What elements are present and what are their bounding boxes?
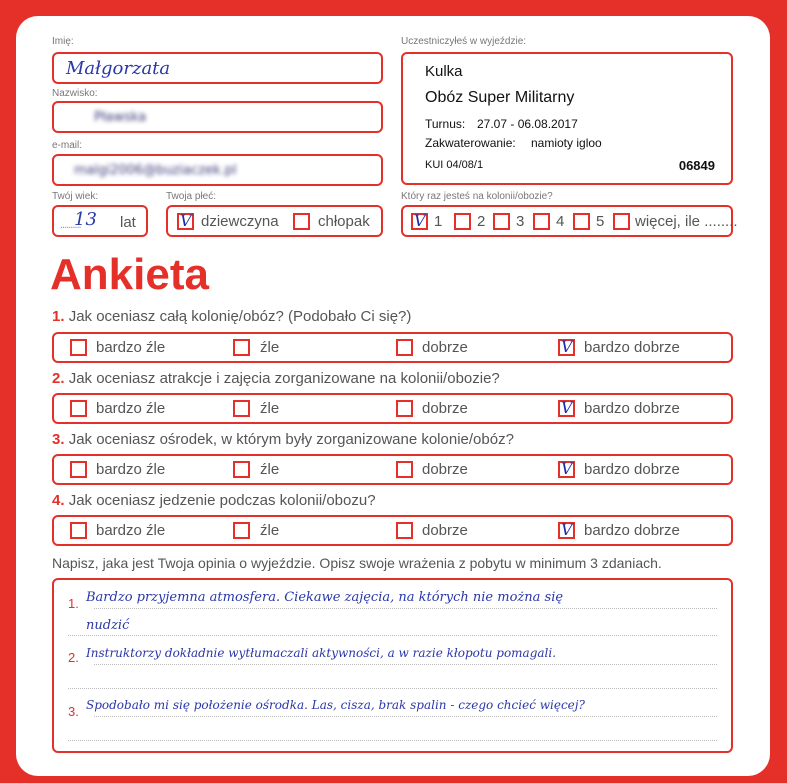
- question-4-text: 4. Jak oceniasz jedzenie podczas kolonii/obozu?: [52, 492, 376, 509]
- q2-checkbox-dobrze[interactable]: [396, 400, 413, 417]
- age-label: Twój wiek:: [52, 191, 99, 202]
- q2-checkbox-bardzo-dobrze[interactable]: V: [558, 400, 575, 417]
- opinion-2-number: 2.: [68, 650, 79, 665]
- times-checkbox-5[interactable]: [573, 213, 590, 230]
- turnus-value: 27.07 - 06.08.2017: [477, 117, 578, 131]
- times-option-2-label: 2: [477, 213, 486, 230]
- q4-option-bardzo-dobrze: bardzo dobrze: [584, 522, 680, 539]
- name-field[interactable]: [52, 52, 383, 84]
- ruled-line: [94, 664, 717, 665]
- times-checkbox-3[interactable]: [493, 213, 510, 230]
- age-dots: ..........: [60, 219, 81, 231]
- q4-option-zle: źle: [260, 522, 280, 539]
- surname-value: Pławska: [94, 110, 147, 125]
- q4-option-bardzo-zle: bardzo źle: [96, 522, 166, 539]
- q4-option-dobrze: dobrze: [422, 522, 468, 539]
- question-2-options: [52, 393, 733, 424]
- opinion-3-number: 3.: [68, 704, 79, 719]
- ruled-line: [94, 608, 717, 609]
- email-value: malgi2006@buziaczek.pl: [74, 163, 237, 178]
- q3-option-zle: źle: [260, 461, 280, 478]
- opinion-3-text: Spodobało mi się położenie ośrodka. Las, cisza, brak spalin - czego chcieć więcej?: [86, 698, 585, 712]
- opinion-prompt: Napisz, jaka jest Twoja opinia o wyjeździe. Opisz swoje wrażenia z pobytu w minimum 3 zdaniach.: [52, 555, 662, 571]
- ruled-line: [94, 716, 717, 717]
- q1-checkbox-dobrze[interactable]: [396, 339, 413, 356]
- q1-option-dobrze: dobrze: [422, 339, 468, 356]
- q2-option-dobrze: dobrze: [422, 400, 468, 417]
- turnus-label: Turnus:: [425, 117, 466, 131]
- question-1-options: [52, 332, 733, 363]
- ruled-line: [68, 635, 717, 636]
- camp-label: Uczestniczyłeś w wyjeździe:: [401, 36, 527, 47]
- opinion-1-text: Bardzo przyjemna atmosfera. Ciekawe zajęcia, na których nie można się: [86, 590, 564, 605]
- times-checkbox-2[interactable]: [454, 213, 471, 230]
- surname-label: Nazwisko:: [52, 88, 98, 99]
- q2-checkbox-bardzo-zle[interactable]: [70, 400, 87, 417]
- question-4-options: [52, 515, 733, 546]
- q2-option-zle: źle: [260, 400, 280, 417]
- opinion-1-text-cont: nudzić: [86, 618, 130, 633]
- times-checkbox-more[interactable]: [613, 213, 630, 230]
- q1-checkbox-bardzo-dobrze[interactable]: V: [558, 339, 575, 356]
- q4-checkbox-bardzo-zle[interactable]: [70, 522, 87, 539]
- times-option-1-label: 1: [434, 213, 443, 230]
- gender-option-boy-label: chłopak: [318, 213, 370, 230]
- times-checkbox-1[interactable]: V: [411, 213, 428, 230]
- opinion-field[interactable]: [52, 578, 733, 753]
- gender-checkbox-boy[interactable]: [293, 213, 310, 230]
- question-2-text: 2. Jak oceniasz atrakcje i zajęcia zorganizowane na kolonii/obozie?: [52, 370, 500, 387]
- name-value: Małgorzata: [66, 58, 171, 79]
- q1-option-bardzo-dobrze: bardzo dobrze: [584, 339, 680, 356]
- camp-info-box: [401, 52, 733, 185]
- camp-code: KUI 04/08/1: [425, 159, 484, 171]
- q1-checkbox-bardzo-zle[interactable]: [70, 339, 87, 356]
- name-label: Imię:: [52, 36, 74, 47]
- survey-title: Ankieta: [50, 250, 209, 299]
- ruled-line: [68, 688, 717, 689]
- opinion-2-text: Instruktorzy dokładnie wytłumaczali aktywności, a w razie kłopotu pomagali.: [86, 646, 557, 660]
- q3-checkbox-zle[interactable]: [233, 461, 250, 478]
- email-label: e-mail:: [52, 140, 83, 151]
- gender-option-girl-label: dziewczyna: [201, 213, 279, 230]
- surname-field[interactable]: [52, 101, 383, 133]
- q4-checkbox-zle[interactable]: [233, 522, 250, 539]
- times-option-4-label: 4: [556, 213, 565, 230]
- gender-field: [166, 205, 383, 237]
- age-field[interactable]: [52, 205, 148, 237]
- lodging-value: namioty igloo: [531, 136, 602, 150]
- q3-option-dobrze: dobrze: [422, 461, 468, 478]
- q3-checkbox-bardzo-zle[interactable]: [70, 461, 87, 478]
- q2-option-bardzo-zle: bardzo źle: [96, 400, 166, 417]
- question-1-text: 1. Jak oceniasz całą kolonię/obóz? (Podobało Ci się?): [52, 308, 412, 325]
- camp-organizer: Kulka: [425, 63, 463, 80]
- opinion-1-number: 1.: [68, 596, 79, 611]
- times-field: [401, 205, 738, 237]
- times-option-more-label: więcej, ile ........: [635, 213, 738, 230]
- q2-option-bardzo-dobrze: bardzo dobrze: [584, 400, 680, 417]
- times-option-5-label: 5: [596, 213, 605, 230]
- q3-checkbox-bardzo-dobrze[interactable]: V: [558, 461, 575, 478]
- q3-checkbox-dobrze[interactable]: [396, 461, 413, 478]
- camp-name: Obóz Super Militarny: [425, 89, 575, 106]
- gender-checkbox-girl[interactable]: V: [177, 213, 194, 230]
- ruled-line: [68, 740, 717, 741]
- q4-checkbox-dobrze[interactable]: [396, 522, 413, 539]
- q1-checkbox-zle[interactable]: [233, 339, 250, 356]
- camp-number: 06849: [678, 158, 715, 173]
- gender-label: Twoja płeć:: [166, 191, 217, 202]
- q4-checkbox-bardzo-dobrze[interactable]: V: [558, 522, 575, 539]
- question-3-text: 3. Jak oceniasz ośrodek, w którym były zorganizowane kolonie/obóz?: [52, 431, 514, 448]
- q3-option-bardzo-dobrze: bardzo dobrze: [584, 461, 680, 478]
- lodging-label: Zakwaterowanie:: [425, 136, 516, 150]
- age-value: 13: [74, 209, 97, 230]
- times-checkbox-4[interactable]: [533, 213, 550, 230]
- email-field[interactable]: [52, 154, 383, 186]
- question-3-options: [52, 454, 733, 485]
- q1-option-zle: źle: [260, 339, 280, 356]
- times-option-3-label: 3: [516, 213, 525, 230]
- age-unit: lat: [120, 214, 136, 231]
- q2-checkbox-zle[interactable]: [233, 400, 250, 417]
- q1-option-bardzo-zle: bardzo źle: [96, 339, 166, 356]
- times-label: Który raz jesteś na kolonii/obozie?: [401, 191, 553, 202]
- q3-option-bardzo-zle: bardzo źle: [96, 461, 166, 478]
